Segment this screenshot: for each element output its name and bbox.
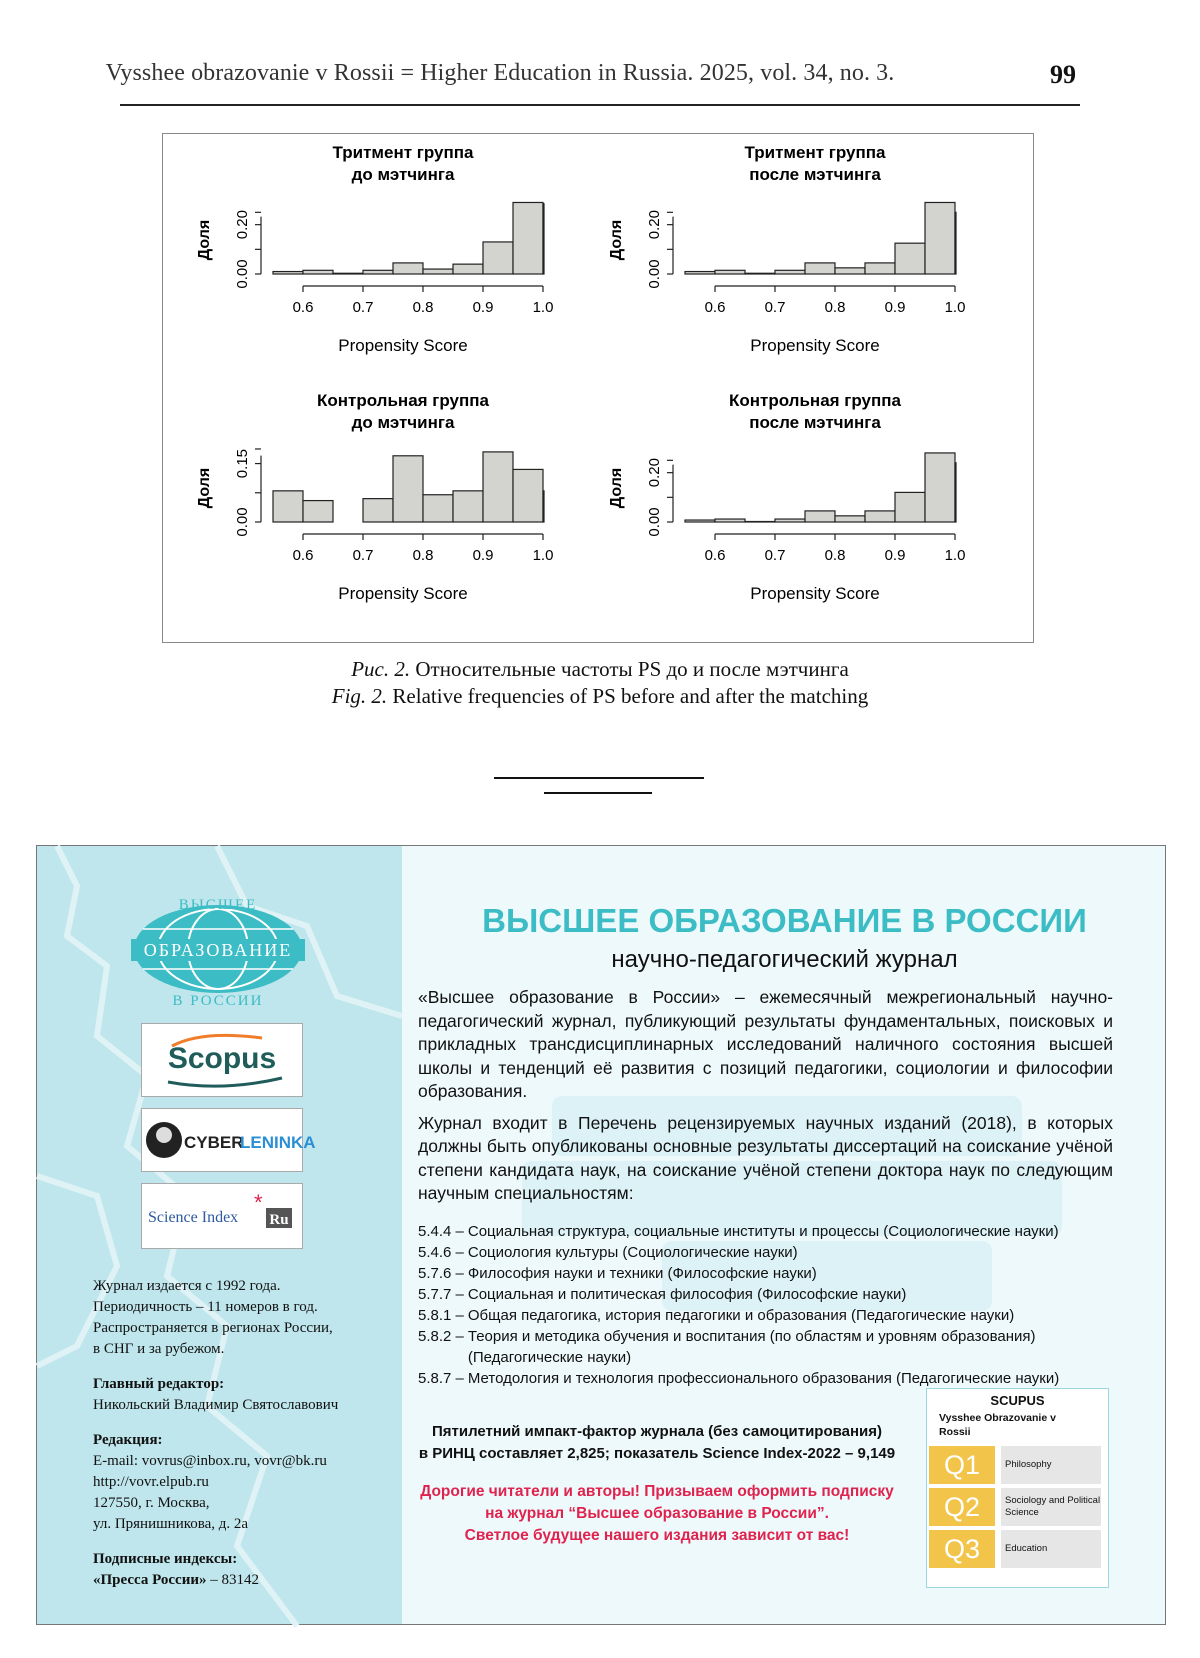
quartile-badge: Q1 (929, 1446, 995, 1484)
histogram-bar (835, 516, 865, 522)
scupus-title: SCUPUS (990, 1393, 1045, 1408)
histogram-bar (895, 492, 925, 522)
scopus-logo (141, 1023, 303, 1097)
y-tick-label: 0.00 (646, 507, 663, 537)
caption-ru-label: Рис. 2. (351, 657, 411, 681)
histogram-bar (895, 243, 925, 274)
quartile-subject: Philosophy (1001, 1446, 1101, 1484)
x-tick-label: 0.9 (472, 547, 494, 564)
specialty-text: Методология и технология профессионального образования (Педагогические науки) (467, 1370, 1060, 1387)
ad-right-panel (402, 846, 1167, 1624)
caption-en-label: Fig. 2. (331, 684, 388, 708)
x-tick-label: 0.8 (824, 299, 846, 316)
histogram-bar (925, 453, 955, 522)
separator-long (494, 777, 704, 779)
editor-label: Главный редактор: (93, 1376, 225, 1392)
y-tick-label: 0.20 (646, 210, 663, 240)
histogram-bar (333, 273, 363, 274)
histogram-bar (745, 273, 775, 274)
histogram-bar (715, 519, 745, 522)
quartile-badge: Q2 (929, 1488, 995, 1526)
x-tick-label: 1.0 (944, 299, 966, 316)
header-rule (120, 104, 1080, 106)
appeal-line-1: Дорогие читатели и авторы! Призываем оформить подписку (420, 1483, 894, 1500)
histogram-panel (196, 143, 553, 355)
x-tick-label: 0.9 (884, 299, 906, 316)
x-tick-label: 0.7 (764, 299, 786, 316)
histogram-bar (363, 499, 393, 522)
science-index-text: Science Index (148, 1209, 239, 1226)
panel-title-line: до мэтчинга (351, 413, 455, 432)
x-tick-label: 1.0 (532, 547, 554, 564)
x-tick-label: 0.6 (704, 547, 726, 564)
specialty-item (418, 1305, 1138, 1326)
histogram-bar (805, 511, 835, 522)
quartile-badge: Q3 (929, 1530, 995, 1568)
ad-subtitle: научно-педагогический журнал (611, 946, 958, 973)
scupus-journal: Vysshee Obrazovanie v Rossii (939, 1412, 1056, 1438)
page-number: 99 (1050, 60, 1076, 89)
specialty-item (418, 1368, 1138, 1389)
histogram-bar (453, 264, 483, 274)
histogram-bar (423, 269, 453, 274)
subscription-name: «Пресса России» (93, 1572, 207, 1588)
science-index-logo (141, 1183, 303, 1249)
specialties-list (418, 1221, 1138, 1389)
specialty-text: Общая педагогика, история педагогики и образования (Педагогические науки) (467, 1307, 1015, 1324)
quartile-row (929, 1446, 1106, 1484)
specialty-code: 5.8.1 – (418, 1307, 464, 1324)
x-tick-label: 0.8 (824, 547, 846, 564)
y-axis-label: Доля (196, 219, 213, 261)
panel-title-line: до мэтчинга (351, 165, 455, 184)
quartile-row (929, 1488, 1106, 1526)
histogram-bar (685, 520, 715, 522)
y-tick-label: 0.00 (234, 507, 251, 537)
specialty-text: Теория и методика обучения и воспитания (по областям и уровням образования) (Педагогические науки) (467, 1328, 1036, 1366)
histogram-bar (273, 272, 303, 274)
x-tick-label: 0.9 (472, 299, 494, 316)
office-email[interactable]: E-mail: vovrus@inbox.ru, vovr@bk.ru (93, 1453, 327, 1469)
cyberleninka-text-a: CYBER (184, 1133, 244, 1152)
histogram-bar (865, 511, 895, 522)
info-distribution: Распространяется в регионах России, (93, 1320, 333, 1336)
panel-title-line: после мэтчинга (749, 413, 881, 432)
impact-factor (402, 1421, 912, 1465)
ad-left-panel (37, 846, 402, 1624)
ad-body (418, 986, 1113, 1214)
x-tick-label: 1.0 (944, 547, 966, 564)
appeal-line-2: на журнал “Высшее образование в России”. (485, 1505, 829, 1522)
office-address-2: ул. Прянишникова, д. 2а (93, 1516, 249, 1532)
histogram-bar (393, 263, 423, 274)
scupus-quartiles (926, 1388, 1109, 1588)
x-axis-label: Propensity Score (338, 584, 468, 603)
panel-title-line: Контрольная группа (316, 391, 490, 410)
logo-text-top: ВЫСШЕЕ (178, 897, 258, 913)
panel-title-line: Контрольная группа (728, 391, 902, 410)
subscription-label: Подписные индексы: (93, 1551, 238, 1567)
x-tick-label: 0.9 (884, 547, 906, 564)
x-tick-label: 0.8 (412, 299, 434, 316)
impact-line-2: в РИНЦ составляет 2,825; показатель Science Index-2022 – 9,149 (418, 1445, 896, 1462)
histogram-bar (453, 491, 483, 522)
specialty-item (418, 1221, 1138, 1242)
x-tick-label: 0.6 (292, 299, 314, 316)
histogram-bar (513, 469, 543, 522)
x-tick-label: 0.7 (352, 547, 374, 564)
histogram-figure (163, 134, 1033, 642)
specialty-code: 5.7.6 – (418, 1265, 464, 1282)
histogram-bar (483, 452, 513, 522)
histogram-bar (543, 491, 544, 522)
cyberleninka-logo (141, 1108, 316, 1172)
histogram-bar (805, 263, 835, 274)
y-axis-label: Доля (608, 467, 625, 509)
impact-line-1: Пятилетний импакт-фактор журнала (без самоцитирования) (431, 1423, 883, 1440)
histogram-bar (925, 202, 955, 274)
histogram-bar (955, 463, 956, 522)
histogram-bar (865, 263, 895, 274)
journal-info (93, 1276, 393, 1591)
y-tick-label: 0.15 (234, 448, 251, 479)
histogram-bar (513, 202, 543, 274)
histogram-bar (303, 270, 333, 274)
specialty-item (418, 1263, 1138, 1284)
separator-short (544, 792, 652, 794)
histogram-bar (393, 456, 423, 522)
histogram-bar (775, 270, 805, 274)
panel-title-line: Тритмент группа (332, 143, 474, 162)
x-tick-label: 0.6 (292, 547, 314, 564)
histogram-panel (608, 143, 965, 355)
x-axis-label: Propensity Score (750, 336, 880, 355)
quartile-subject: Sociology and Political Science (1001, 1488, 1101, 1526)
specialty-code: 5.4.4 – (418, 1223, 464, 1240)
specialty-text: Социология культуры (Социологические науки) (467, 1244, 798, 1261)
histogram-bar (363, 270, 393, 274)
quartile-row (929, 1530, 1106, 1568)
y-tick-label: 0.00 (646, 259, 663, 289)
specialty-item (418, 1284, 1138, 1305)
ad-paragraph-2: Журнал входит в Перечень рецензируемых научных изданий (2018), в которых должны быть опубликованы основные результаты диссертаций на соискание учёной степени кандидата наук, на соискание учёной степени доктора наук по следующим научным специальностям: (418, 1112, 1113, 1203)
histogram-bar (715, 270, 745, 274)
histogram-panel (608, 391, 965, 603)
cyberleninka-text-b: LENINKA (240, 1133, 316, 1152)
ad-title: ВЫСШЕЕ ОБРАЗОВАНИЕ В РОССИИ (482, 902, 1087, 939)
ad-paragraph-1: «Высшее образование в России» – ежемесячный межрегиональный научно-педагогический журнал, публикующий результаты фундаментальных, поисковых и прикладных трансдисциплинарных исследований наличного состояния высшей школы и тенденций её развития с позиций педагогики, социологии и философии образования. (418, 987, 1113, 1101)
histogram-bar (483, 242, 513, 274)
info-periodicity: Периодичность – 11 номеров в год. (93, 1299, 318, 1315)
info-distribution-2: в СНГ и за рубежом. (93, 1341, 225, 1357)
y-axis-label: Доля (196, 467, 213, 509)
info-since: Журнал издается с 1992 года. (93, 1278, 281, 1294)
histogram-panel (196, 391, 553, 603)
x-tick-label: 0.7 (352, 299, 374, 316)
histogram-bar (835, 268, 865, 274)
y-axis-label: Доля (608, 219, 625, 261)
subscription-value: – 83142 (206, 1572, 259, 1588)
specialty-text: Философия науки и техники (Философские науки) (467, 1265, 817, 1282)
journal-logo (123, 891, 313, 1011)
histogram-bar (303, 501, 333, 522)
x-tick-label: 0.7 (764, 547, 786, 564)
x-tick-label: 0.8 (412, 547, 434, 564)
histogram-bar (685, 272, 715, 274)
specialty-code: 5.8.2 – (418, 1328, 464, 1345)
panel-title-line: после мэтчинга (749, 165, 881, 184)
histogram-bar (543, 204, 544, 274)
specialty-text: Социальная структура, социальные институты и процессы (Социологические науки) (467, 1223, 1059, 1240)
office-address-1: 127550, г. Москва, (93, 1495, 210, 1511)
histogram-bar (273, 491, 303, 522)
quartile-subject: Education (1001, 1530, 1101, 1568)
subscription-appeal (402, 1481, 912, 1547)
scopus-text: Scopus (167, 1042, 277, 1075)
specialty-code: 5.7.7 – (418, 1286, 464, 1303)
svg-text:*: * (254, 1190, 263, 1215)
journal-advertisement (36, 845, 1166, 1625)
histogram-bar (775, 519, 805, 522)
x-axis-label: Propensity Score (750, 584, 880, 603)
specialty-item (418, 1326, 1138, 1368)
x-tick-label: 0.6 (704, 299, 726, 316)
y-tick-label: 0.20 (646, 458, 663, 488)
panel-title-line: Тритмент группа (744, 143, 886, 162)
histogram-bar (423, 495, 453, 522)
logo-text-mid: ОБРАЗОВАНИЕ (143, 940, 293, 960)
caption-en-text: Relative frequencies of PS before and after the matching (387, 684, 869, 708)
science-index-ru: Ru (269, 1212, 289, 1228)
x-tick-label: 1.0 (532, 299, 554, 316)
office-label: Редакция: (93, 1432, 163, 1448)
specialty-text: Социальная и политическая философия (Философские науки) (467, 1286, 907, 1303)
specialty-code: 5.8.7 – (418, 1370, 464, 1387)
office-website[interactable]: http://vovr.elpub.ru (93, 1474, 209, 1490)
specialty-item (418, 1242, 1138, 1263)
appeal-line-3: Светлое будущее нашего издания зависит от вас! (464, 1527, 850, 1544)
logo-text-bot: В РОССИИ (172, 993, 264, 1009)
specialty-code: 5.4.6 – (418, 1244, 464, 1261)
editor-name: Никольский Владимир Святославович (93, 1397, 339, 1413)
x-axis-label: Propensity Score (338, 336, 468, 355)
figure-frame (162, 133, 1034, 643)
y-tick-label: 0.00 (234, 259, 251, 289)
figure-caption (0, 656, 1200, 710)
histogram-bar (955, 212, 956, 274)
y-tick-label: 0.20 (234, 210, 251, 240)
running-head: Vysshee obrazovanie v Rossii = Higher Education in Russia. 2025, vol. 34, no. 3. (105, 60, 895, 86)
caption-ru-text: Относительные частоты PS до и после мэтчинга (410, 657, 849, 681)
